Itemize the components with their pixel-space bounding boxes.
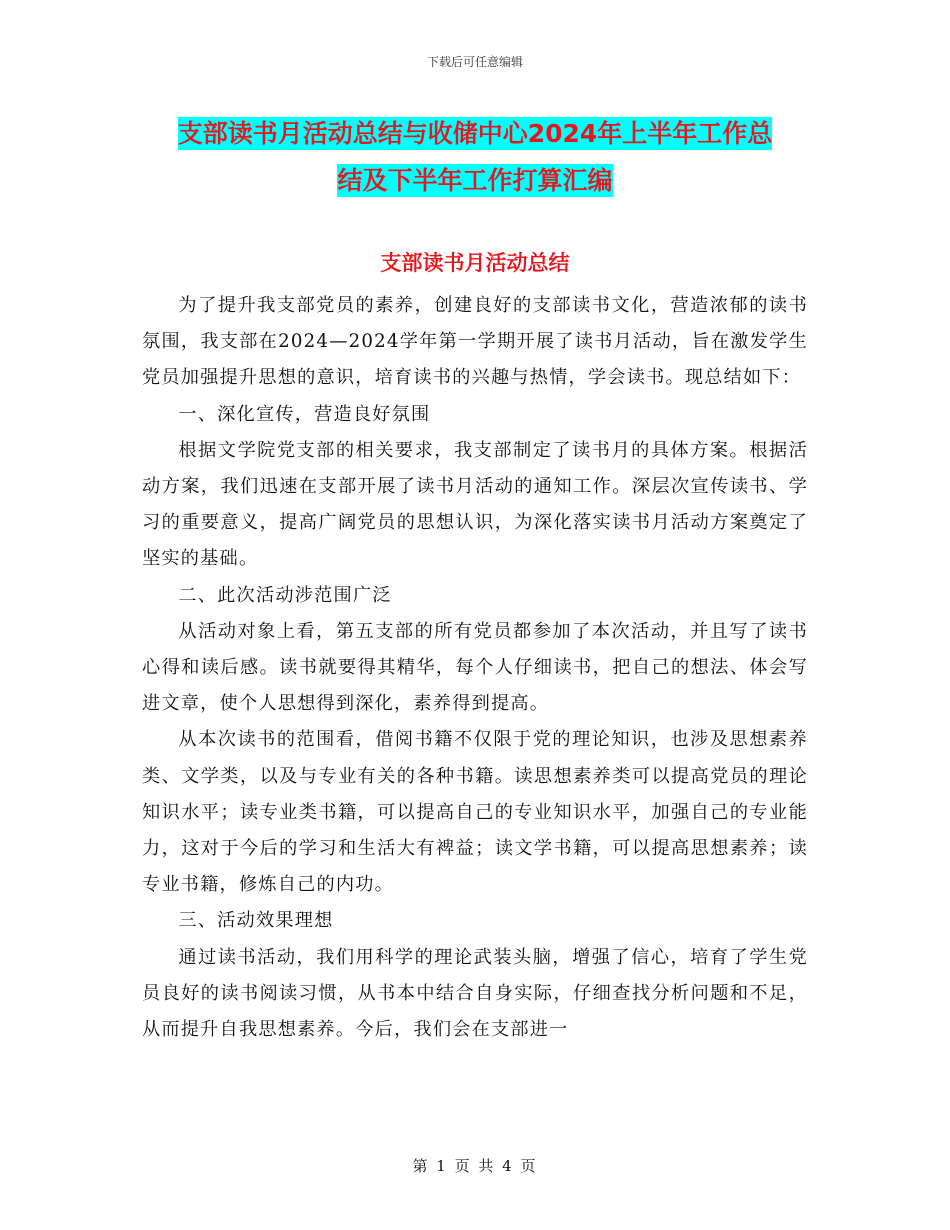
heading-1: 一、深化宣传，营造良好氛围 — [178, 403, 431, 425]
heading-3: 三、活动效果理想 — [178, 910, 334, 932]
body-text — [142, 288, 808, 1048]
title-line-1: 支部读书月活动总结与收储中心2024年上半年工作总 — [177, 119, 773, 148]
heading-2: 二、此次活动涉范围广泛 — [178, 584, 392, 606]
title-line-2: 结及下半年工作打算汇编 — [337, 166, 613, 195]
page-footer: 第 1 页 共 4 页 — [412, 1157, 538, 1175]
section-title: 支部读书月活动总结 — [380, 251, 570, 275]
document-title — [140, 110, 810, 204]
paragraph: 从本次读书的范围看，借阅书籍不仅限于党的理论知识，也涉及思想素养类、文学类，以及与专业有关的各种书籍。读思想素养类可以提高党员的理论知识水平；读专业类书籍，可以提高自己的专业知识水平，加强自己的专业能力，这对于今后的学习和生活大有裨益；读文学书籍，可以提高思想素养；读专业书籍，修炼自己的内功。 — [142, 729, 808, 896]
paragraph: 根据文学院党支部的相关要求，我支部制定了读书月的具体方案。根据活动方案，我们迅速在支部开展了读书月活动的通知工作。深层次宣传读书、学习的重要意义，提高广阔党员的思想认识，为深化落实读书月活动方案奠定了坚实的基础。 — [142, 439, 808, 570]
header-note: 下载后可任意编辑 — [426, 55, 523, 69]
paragraph: 通过读书活动，我们用科学的理论武装头脑，增强了信心，培育了学生党员良好的读书阅读习惯，从书本中结合自身实际，仔细查找分析问题和不足，从而提升自我思想素养。今后，我们会在支部进一 — [142, 946, 808, 1041]
paragraph: 从活动对象上看，第五支部的所有党员都参加了本次活动，并且写了读书心得和读后感。读书就要得其精华，每个人仔细读书，把自己的想法、体会写进文章，使个人思想得到深化，素养得到提高。 — [142, 620, 808, 715]
paragraph: 为了提升我支部党员的素养，创建良好的支部读书文化，营造浓郁的读书氛围，我支部在2024—2024学年第一学期开展了读书月活动，旨在激发学生党员加强提升思想的意识，培育读书的兴趣与热情，学会读书。现总结如下： — [142, 295, 808, 389]
